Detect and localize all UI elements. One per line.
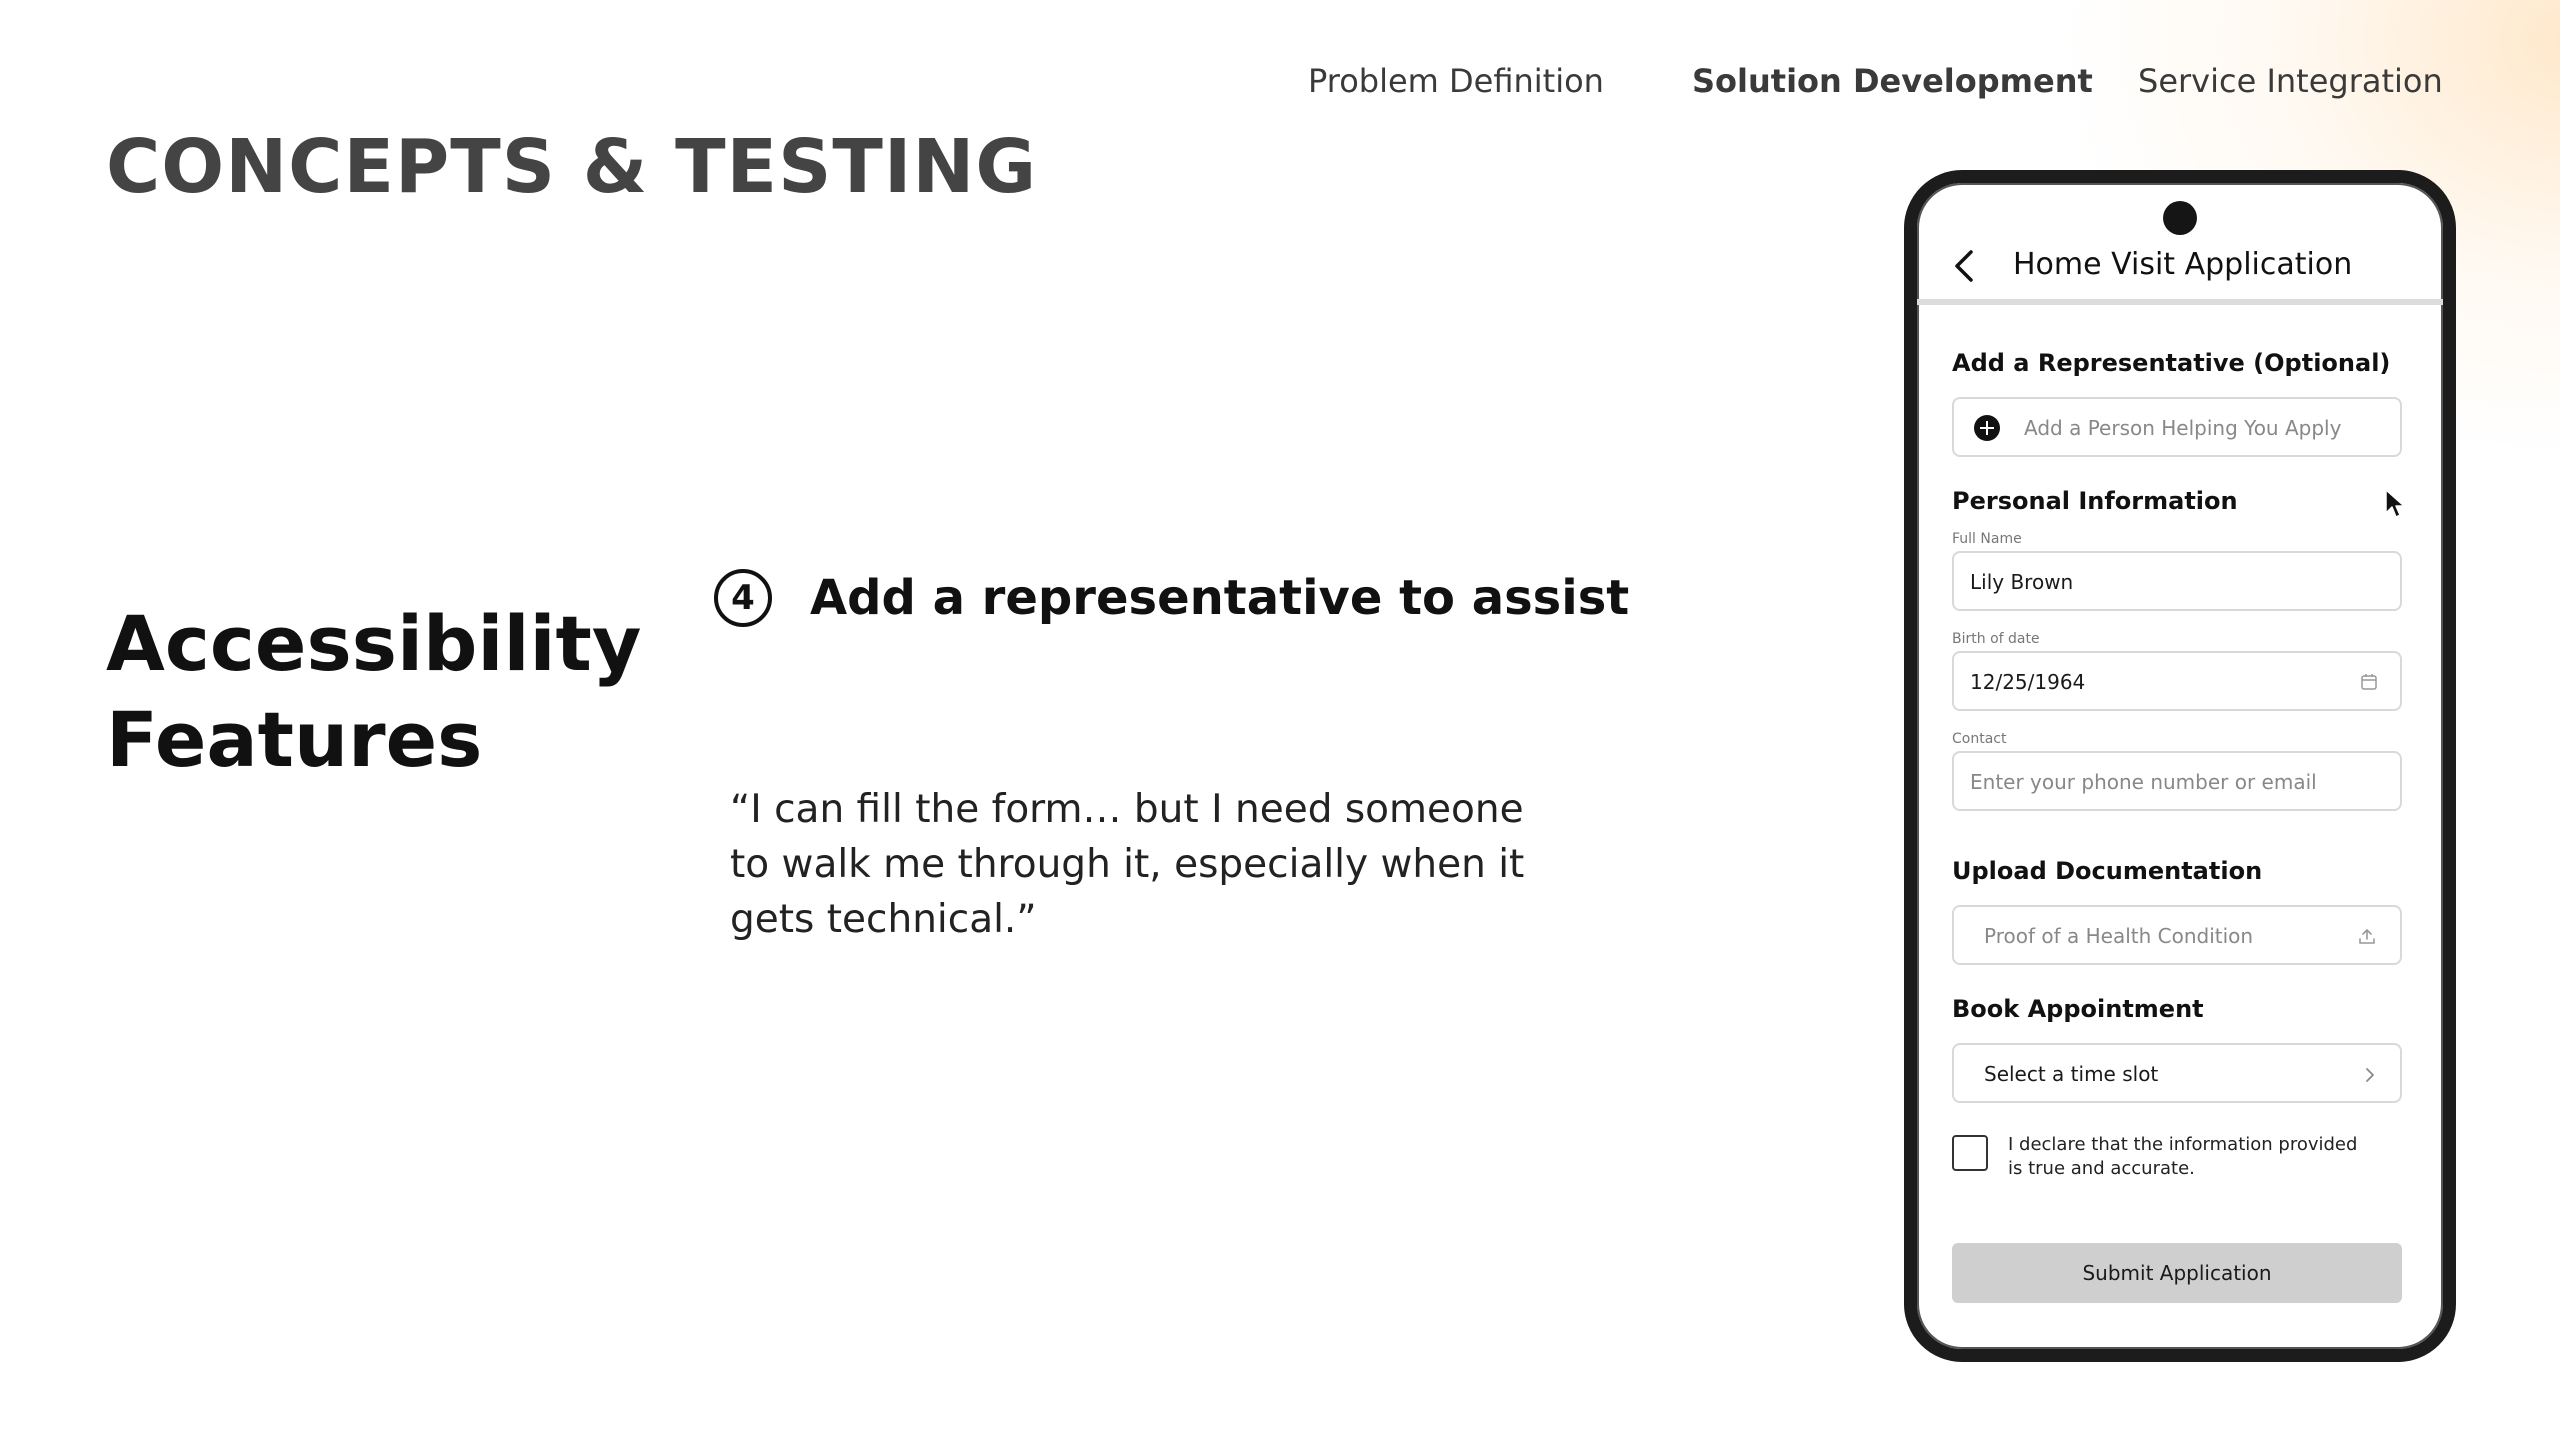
representative-heading: Add a Representative (Optional) [1952,349,2391,377]
contact-placeholder: Enter your phone number or email [1970,770,2317,794]
full-name-field[interactable] [1952,551,2402,611]
app-title: Home Visit Application [2013,247,2353,282]
add-representative-button[interactable] [1952,397,2402,457]
page-title: CONCEPTS & TESTING [106,124,1038,210]
upload-icon[interactable] [2358,927,2376,945]
contact-field[interactable] [1952,751,2402,811]
full-name-label: Full Name [1952,531,2022,547]
phone-mockup [1904,170,2456,1362]
full-name-value: Lily Brown [1970,570,2074,594]
upload-documentation-heading: Upload Documentation [1952,857,2263,885]
birth-date-field[interactable] [1952,651,2402,711]
book-appointment-heading: Book Appointment [1952,995,2204,1023]
declaration-checkbox[interactable] [1952,1135,1988,1171]
section-title: Accessibility Features [106,599,642,784]
add-representative-placeholder: Add a Person Helping You Apply [2024,416,2342,440]
upload-placeholder: Proof of a Health Condition [1984,924,2254,948]
birth-date-label: Birth of date [1952,631,2040,647]
back-arrow-icon[interactable] [1951,249,1979,283]
upload-documentation-field[interactable] [1952,905,2402,965]
nav-problem-definition[interactable]: Problem Definition [1308,62,1604,100]
contact-label: Contact [1952,731,2007,747]
step-number-badge: 4 [714,569,772,627]
chevron-right-icon [2364,1065,2376,1085]
app-header [1917,183,2443,305]
nav-solution-development[interactable]: Solution Development [1692,62,2093,100]
top-nav [1300,62,2443,112]
feature-label: Add a representative to assist [810,570,1630,626]
submit-application-button[interactable]: Submit Application [1952,1243,2402,1303]
user-quote: “I can fill the form… but I need someone to walk me through it, especially when it gets technical.” [730,787,1525,942]
time-slot-value: Select a time slot [1984,1062,2159,1086]
nav-service-integration[interactable]: Service Integration [2138,62,2443,100]
time-slot-selector[interactable] [1952,1043,2402,1103]
declaration-text: I declare that the information provided is true and accurate. [2008,1134,2358,1179]
calendar-icon[interactable] [2360,673,2378,691]
mouse-cursor-icon [2384,488,2406,520]
personal-information-heading: Personal Information [1952,487,2238,515]
plus-circle-icon [1974,415,2000,441]
birth-date-value: 12/25/1964 [1970,670,2086,694]
